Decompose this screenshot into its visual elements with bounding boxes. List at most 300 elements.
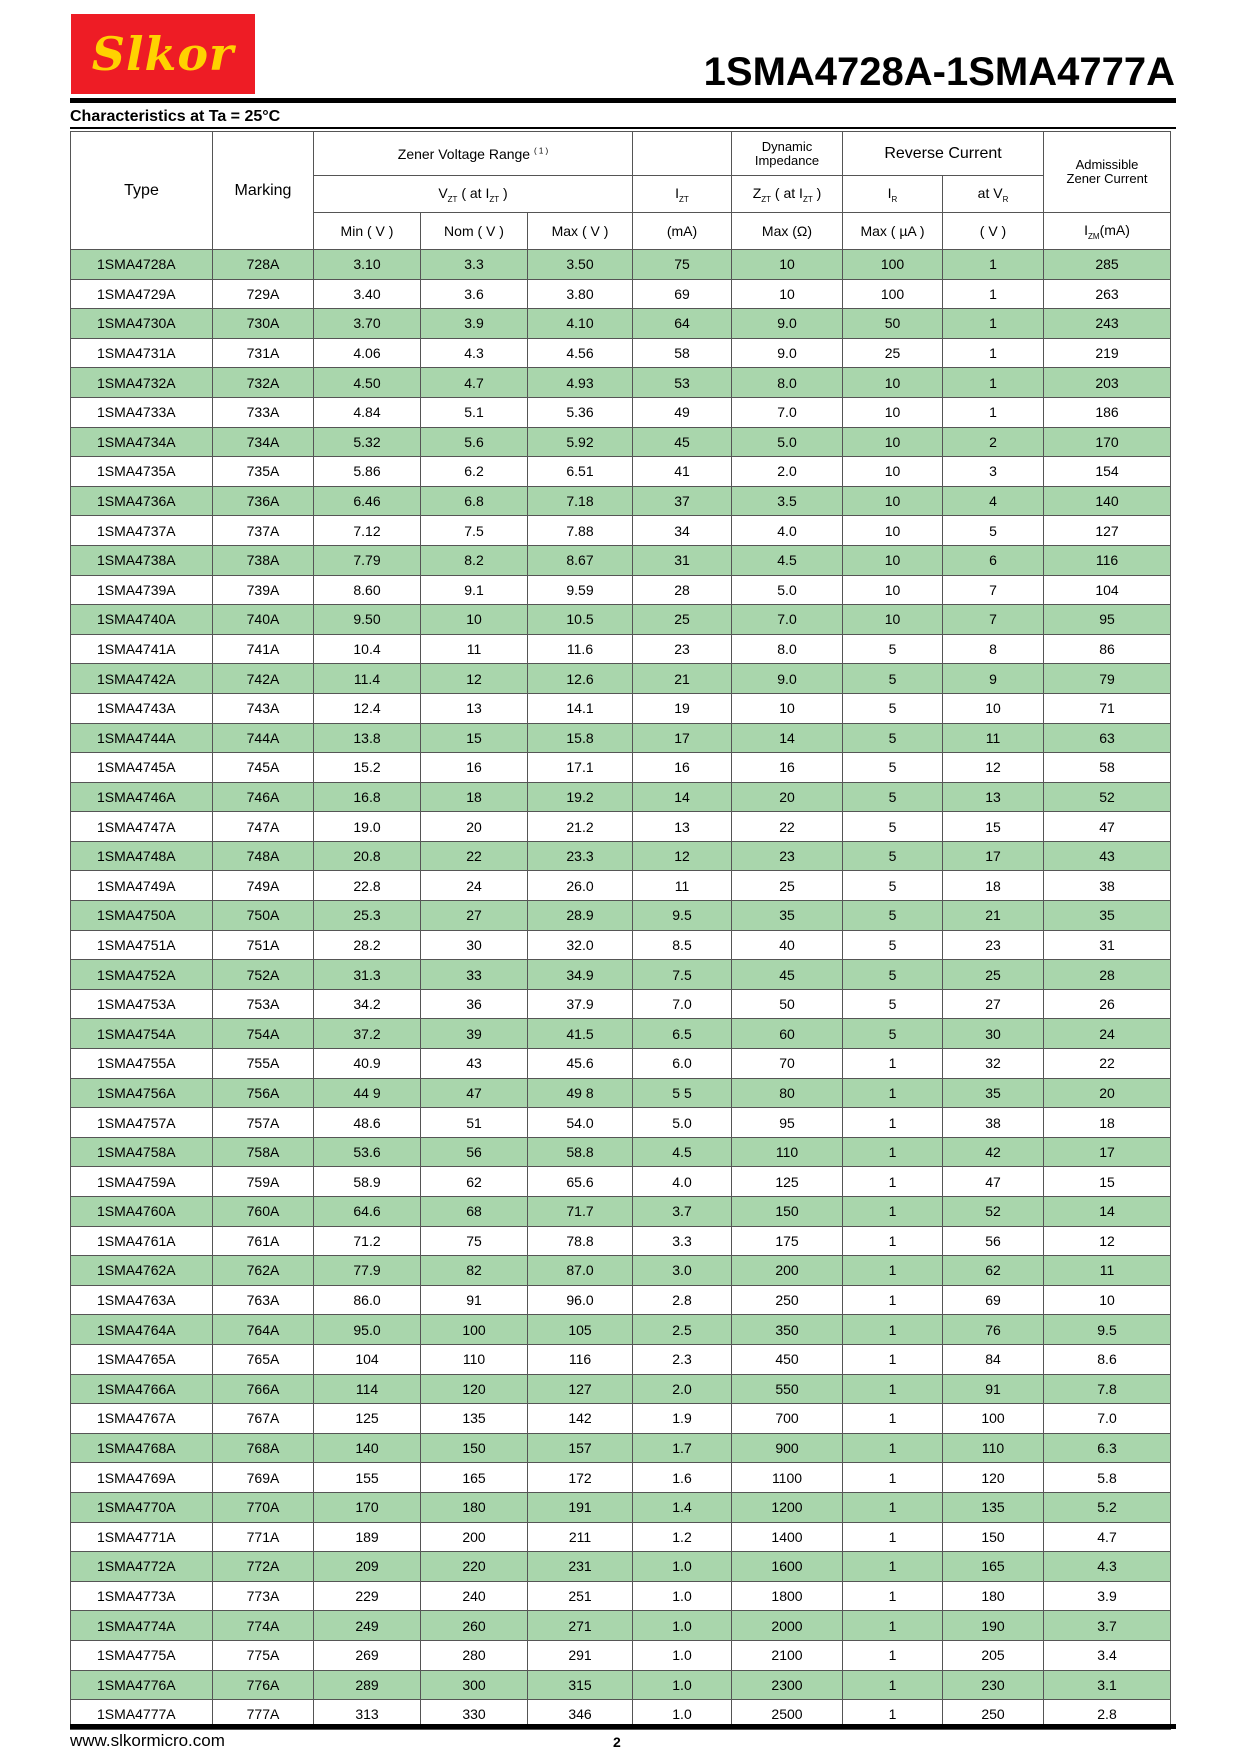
cell-izt: 1.2 — [633, 1522, 732, 1552]
cell-izt: 6.5 — [633, 1019, 732, 1049]
cell-zzt: 7.0 — [732, 397, 843, 427]
cell-vz-nom: 200 — [421, 1522, 528, 1552]
cell-izm: 140 — [1044, 486, 1171, 516]
cell-zzt: 350 — [732, 1315, 843, 1345]
cell-vr: 1 — [943, 338, 1044, 368]
cell-vr: 250 — [943, 1700, 1044, 1730]
cell-vz-max: 5.36 — [528, 397, 633, 427]
cell-vz-max: 21.2 — [528, 812, 633, 842]
table-row — [71, 782, 1171, 812]
cell-vz-max: 142 — [528, 1404, 633, 1434]
cell-zzt: 2.0 — [732, 457, 843, 487]
cell-vz-min: 86.0 — [314, 1285, 421, 1315]
cell-vz-max: 15.8 — [528, 723, 633, 753]
cell-marking: 730A — [213, 309, 314, 339]
cell-vz-nom: 220 — [421, 1552, 528, 1582]
cell-vr: 165 — [943, 1552, 1044, 1582]
cell-vz-max: 32.0 — [528, 930, 633, 960]
cell-izm: 203 — [1044, 368, 1171, 398]
table-row — [71, 812, 1171, 842]
cell-vz-min: 114 — [314, 1374, 421, 1404]
header-thin-rule — [70, 127, 1176, 129]
cell-zzt: 8.0 — [732, 634, 843, 664]
cell-vz-nom: 180 — [421, 1492, 528, 1522]
cell-izt: 7.0 — [633, 989, 732, 1019]
cell-vz-nom: 5.1 — [421, 397, 528, 427]
header-zener-voltage-range — [314, 132, 633, 176]
cell-vr: 2 — [943, 427, 1044, 457]
cell-vr: 32 — [943, 1049, 1044, 1079]
cell-vz-max: 34.9 — [528, 960, 633, 990]
table-row — [71, 871, 1171, 901]
cell-izm: 14 — [1044, 1197, 1171, 1227]
cell-vz-max: 3.80 — [528, 279, 633, 309]
cell-vz-min: 53.6 — [314, 1137, 421, 1167]
cell-vz-min: 20.8 — [314, 841, 421, 871]
cell-vz-nom: 4.7 — [421, 368, 528, 398]
cell-type: 1SMA4736A — [71, 486, 213, 516]
cell-vz-max: 4.10 — [528, 309, 633, 339]
cell-vr: 3 — [943, 457, 1044, 487]
cell-izm: 186 — [1044, 397, 1171, 427]
cell-izt: 19 — [633, 693, 732, 723]
cell-type: 1SMA4747A — [71, 812, 213, 842]
header-at-vr — [943, 176, 1044, 213]
cell-vz-min: 58.9 — [314, 1167, 421, 1197]
cell-vz-min: 15.2 — [314, 753, 421, 783]
cell-ir: 5 — [843, 693, 943, 723]
cell-vz-max: 78.8 — [528, 1226, 633, 1256]
cell-marking: 764A — [213, 1315, 314, 1345]
cell-izt: 25 — [633, 605, 732, 635]
cell-marking: 763A — [213, 1285, 314, 1315]
cell-ir: 10 — [843, 457, 943, 487]
cell-type: 1SMA4733A — [71, 397, 213, 427]
cell-zzt: 8.0 — [732, 368, 843, 398]
cell-zzt: 50 — [732, 989, 843, 1019]
cell-vz-max: 157 — [528, 1433, 633, 1463]
cell-marking: 754A — [213, 1019, 314, 1049]
cell-ir: 1 — [843, 1226, 943, 1256]
cell-vz-max: 4.56 — [528, 338, 633, 368]
cell-marking: 739A — [213, 575, 314, 605]
cell-ir: 10 — [843, 516, 943, 546]
cell-vz-min: 48.6 — [314, 1108, 421, 1138]
cell-vz-nom: 56 — [421, 1137, 528, 1167]
cell-vz-max: 105 — [528, 1315, 633, 1345]
cell-vr: 8 — [943, 634, 1044, 664]
table-row — [71, 397, 1171, 427]
table-row — [71, 1078, 1171, 1108]
cell-izm: 154 — [1044, 457, 1171, 487]
cell-ir: 10 — [843, 427, 943, 457]
cell-vz-min: 7.79 — [314, 545, 421, 575]
cell-marking: 741A — [213, 634, 314, 664]
cell-marking: 774A — [213, 1611, 314, 1641]
cell-vz-max: 346 — [528, 1700, 633, 1730]
vzt-end: ) — [499, 184, 508, 201]
cell-vz-min: 71.2 — [314, 1226, 421, 1256]
cell-ir: 5 — [843, 1019, 943, 1049]
cell-type: 1SMA4735A — [71, 457, 213, 487]
cell-vr: 1 — [943, 397, 1044, 427]
cell-type: 1SMA4761A — [71, 1226, 213, 1256]
cell-vr: 21 — [943, 901, 1044, 931]
cell-marking: 757A — [213, 1108, 314, 1138]
cell-vz-nom: 18 — [421, 782, 528, 812]
section-subtitle: Characteristics at Ta = 25°C — [70, 108, 281, 125]
cell-vz-nom: 36 — [421, 989, 528, 1019]
cell-izm: 170 — [1044, 427, 1171, 457]
cell-zzt: 900 — [732, 1433, 843, 1463]
table-row — [71, 427, 1171, 457]
cell-izt: 1.6 — [633, 1463, 732, 1493]
cell-zzt: 16 — [732, 753, 843, 783]
cell-vz-max: 41.5 — [528, 1019, 633, 1049]
cell-izt: 2.8 — [633, 1285, 732, 1315]
cell-marking: 769A — [213, 1463, 314, 1493]
cell-marking: 771A — [213, 1522, 314, 1552]
cell-vz-min: 31.3 — [314, 960, 421, 990]
cell-vr: 4 — [943, 486, 1044, 516]
cell-vz-max: 9.59 — [528, 575, 633, 605]
cell-type: 1SMA4734A — [71, 427, 213, 457]
cell-type: 1SMA4776A — [71, 1670, 213, 1700]
cell-ir: 5 — [843, 753, 943, 783]
cell-izt: 9.5 — [633, 901, 732, 931]
cell-vz-max: 5.92 — [528, 427, 633, 457]
table-row — [71, 1315, 1171, 1345]
cell-type: 1SMA4777A — [71, 1700, 213, 1730]
cell-marking: 744A — [213, 723, 314, 753]
cell-vr: 1 — [943, 309, 1044, 339]
cell-vz-max: 3.50 — [528, 250, 633, 280]
cell-izm: 28 — [1044, 960, 1171, 990]
table-row — [71, 693, 1171, 723]
cell-marking: 746A — [213, 782, 314, 812]
table-row — [71, 1492, 1171, 1522]
cell-vz-nom: 4.3 — [421, 338, 528, 368]
cell-izm: 4.3 — [1044, 1552, 1171, 1582]
cell-vz-min: 229 — [314, 1581, 421, 1611]
cell-izm: 47 — [1044, 812, 1171, 842]
cell-ir: 50 — [843, 309, 943, 339]
cell-vr: 110 — [943, 1433, 1044, 1463]
cell-izm: 5.2 — [1044, 1492, 1171, 1522]
cell-ir: 5 — [843, 812, 943, 842]
cell-ir: 1 — [843, 1285, 943, 1315]
cell-vz-max: 8.67 — [528, 545, 633, 575]
cell-type: 1SMA4740A — [71, 605, 213, 635]
cell-marking: 766A — [213, 1374, 314, 1404]
cell-zzt: 20 — [732, 782, 843, 812]
cell-vz-min: 19.0 — [314, 812, 421, 842]
cell-izm: 38 — [1044, 871, 1171, 901]
cell-izt: 21 — [633, 664, 732, 694]
cell-vz-nom: 22 — [421, 841, 528, 871]
cell-zzt: 2000 — [732, 1611, 843, 1641]
header-ir — [843, 176, 943, 213]
cell-izt: 7.5 — [633, 960, 732, 990]
cell-izt: 45 — [633, 427, 732, 457]
cell-type: 1SMA4751A — [71, 930, 213, 960]
page-number: 2 — [613, 1734, 621, 1750]
table-row — [71, 901, 1171, 931]
vzt-mid: ( at I — [457, 184, 490, 201]
table-row — [71, 457, 1171, 487]
cell-vz-max: 127 — [528, 1374, 633, 1404]
cell-vr: 23 — [943, 930, 1044, 960]
cell-izm: 7.8 — [1044, 1374, 1171, 1404]
cell-marking: 755A — [213, 1049, 314, 1079]
table-row — [71, 960, 1171, 990]
cell-type: 1SMA4767A — [71, 1404, 213, 1434]
header-zzt-unit: Max (Ω) — [732, 213, 843, 250]
cell-type: 1SMA4770A — [71, 1492, 213, 1522]
cell-izm: 17 — [1044, 1137, 1171, 1167]
cell-izt: 11 — [633, 871, 732, 901]
cell-vr: 47 — [943, 1167, 1044, 1197]
cell-vz-min: 3.40 — [314, 279, 421, 309]
cell-ir: 10 — [843, 486, 943, 516]
ir-sub: R — [891, 194, 898, 204]
cell-izt: 1.0 — [633, 1670, 732, 1700]
zener-range-label: Zener Voltage Range — [397, 145, 531, 162]
cell-vz-max: 251 — [528, 1581, 633, 1611]
cell-vz-max: 19.2 — [528, 782, 633, 812]
cell-zzt: 80 — [732, 1078, 843, 1108]
dyn-line1: Dynamic — [761, 138, 813, 154]
cell-vz-nom: 110 — [421, 1344, 528, 1374]
cell-ir: 25 — [843, 338, 943, 368]
cell-ir: 5 — [843, 782, 943, 812]
cell-zzt: 175 — [732, 1226, 843, 1256]
cell-ir: 10 — [843, 575, 943, 605]
cell-ir: 1 — [843, 1374, 943, 1404]
cell-vz-nom: 165 — [421, 1463, 528, 1493]
cell-vr: 100 — [943, 1404, 1044, 1434]
cell-type: 1SMA4768A — [71, 1433, 213, 1463]
cell-izm: 79 — [1044, 664, 1171, 694]
cell-ir: 1 — [843, 1137, 943, 1167]
cell-izt: 1.4 — [633, 1492, 732, 1522]
cell-ir: 1 — [843, 1640, 943, 1670]
zzt-main: Z — [752, 184, 762, 201]
cell-zzt: 1400 — [732, 1522, 843, 1552]
cell-vz-max: 191 — [528, 1492, 633, 1522]
table-row — [71, 605, 1171, 635]
cell-vz-min: 37.2 — [314, 1019, 421, 1049]
cell-marking: 772A — [213, 1552, 314, 1582]
cell-izm: 104 — [1044, 575, 1171, 605]
cell-vz-max: 11.6 — [528, 634, 633, 664]
header-marking: Marking — [213, 132, 314, 250]
cell-izm: 26 — [1044, 989, 1171, 1019]
cell-ir: 1 — [843, 1552, 943, 1582]
cell-type: 1SMA4738A — [71, 545, 213, 575]
table-row — [71, 1433, 1171, 1463]
adm-line1: Admissible — [1075, 157, 1139, 172]
cell-zzt: 14 — [732, 723, 843, 753]
cell-izm: 6.3 — [1044, 1433, 1171, 1463]
cell-type: 1SMA4773A — [71, 1581, 213, 1611]
cell-vr: 120 — [943, 1463, 1044, 1493]
zzt-sub: ZT — [761, 194, 772, 204]
cell-vz-max: 231 — [528, 1552, 633, 1582]
cell-izt: 1.0 — [633, 1581, 732, 1611]
cell-zzt: 3.5 — [732, 486, 843, 516]
cell-vr: 69 — [943, 1285, 1044, 1315]
cell-zzt: 2100 — [732, 1640, 843, 1670]
cell-izm: 4.7 — [1044, 1522, 1171, 1552]
dyn-line2: Impedance — [754, 152, 820, 168]
cell-vr: 10 — [943, 693, 1044, 723]
cell-vr: 205 — [943, 1640, 1044, 1670]
cell-vz-min: 22.8 — [314, 871, 421, 901]
header-izm — [1044, 213, 1171, 250]
cell-ir: 1 — [843, 1049, 943, 1079]
cell-vz-min: 104 — [314, 1344, 421, 1374]
cell-vr: 42 — [943, 1137, 1044, 1167]
cell-vz-min: 34.2 — [314, 989, 421, 1019]
cell-vr: 12 — [943, 753, 1044, 783]
cell-izm: 52 — [1044, 782, 1171, 812]
cell-vr: 1 — [943, 368, 1044, 398]
header-vzt — [314, 176, 633, 213]
cell-izm: 71 — [1044, 693, 1171, 723]
cell-vz-nom: 6.8 — [421, 486, 528, 516]
cell-vz-nom: 27 — [421, 901, 528, 931]
cell-type: 1SMA4759A — [71, 1167, 213, 1197]
cell-vz-nom: 68 — [421, 1197, 528, 1227]
cell-type: 1SMA4730A — [71, 309, 213, 339]
table-row — [71, 1049, 1171, 1079]
footer-website: www.slkormicro.com — [70, 1731, 225, 1750]
cell-zzt: 95 — [732, 1108, 843, 1138]
cell-vz-min: 249 — [314, 1611, 421, 1641]
cell-vr: 190 — [943, 1611, 1044, 1641]
cell-ir: 5 — [843, 960, 943, 990]
cell-type: 1SMA4752A — [71, 960, 213, 990]
cell-izm: 31 — [1044, 930, 1171, 960]
cell-marking: 748A — [213, 841, 314, 871]
cell-ir: 1 — [843, 1404, 943, 1434]
cell-vz-max: 10.5 — [528, 605, 633, 635]
cell-vz-max: 116 — [528, 1344, 633, 1374]
header-vr-unit: ( V ) — [943, 213, 1044, 250]
cell-vr: 15 — [943, 812, 1044, 842]
cell-vz-min: 9.50 — [314, 605, 421, 635]
cell-izt: 28 — [633, 575, 732, 605]
cell-izt: 53 — [633, 368, 732, 398]
cell-vz-min: 4.84 — [314, 397, 421, 427]
cell-ir: 5 — [843, 989, 943, 1019]
table-row — [71, 634, 1171, 664]
cell-vz-nom: 3.3 — [421, 250, 528, 280]
cell-zzt: 700 — [732, 1404, 843, 1434]
cell-type: 1SMA4771A — [71, 1522, 213, 1552]
cell-vr: 1 — [943, 279, 1044, 309]
table-row — [71, 841, 1171, 871]
atvr-sub: R — [1002, 194, 1009, 204]
cell-ir: 10 — [843, 605, 943, 635]
cell-ir: 1 — [843, 1700, 943, 1730]
cell-zzt: 4.5 — [732, 545, 843, 575]
cell-izm: 15 — [1044, 1167, 1171, 1197]
cell-zzt: 40 — [732, 930, 843, 960]
table-row — [71, 1197, 1171, 1227]
cell-vz-min: 13.8 — [314, 723, 421, 753]
cell-marking: 773A — [213, 1581, 314, 1611]
cell-izt: 1.0 — [633, 1611, 732, 1641]
cell-izm: 3.4 — [1044, 1640, 1171, 1670]
cell-ir: 100 — [843, 279, 943, 309]
cell-vz-min: 4.50 — [314, 368, 421, 398]
cell-ir: 5 — [843, 871, 943, 901]
table-row — [71, 575, 1171, 605]
cell-vz-max: 96.0 — [528, 1285, 633, 1315]
cell-vz-min: 189 — [314, 1522, 421, 1552]
cell-zzt: 9.0 — [732, 338, 843, 368]
cell-zzt: 23 — [732, 841, 843, 871]
cell-izt: 4.5 — [633, 1137, 732, 1167]
table-row — [71, 664, 1171, 694]
cell-izm: 2.8 — [1044, 1700, 1171, 1730]
cell-izt: 49 — [633, 397, 732, 427]
cell-vz-nom: 280 — [421, 1640, 528, 1670]
cell-izm: 35 — [1044, 901, 1171, 931]
cell-izt: 69 — [633, 279, 732, 309]
izm-sub: ZM — [1088, 231, 1100, 241]
cell-vz-min: 3.10 — [314, 250, 421, 280]
cell-type: 1SMA4762A — [71, 1256, 213, 1286]
company-logo — [71, 14, 255, 94]
cell-vz-min: 3.70 — [314, 309, 421, 339]
cell-ir: 100 — [843, 250, 943, 280]
vzt-sub: ZT — [447, 194, 458, 204]
cell-ir: 1 — [843, 1344, 943, 1374]
cell-vz-min: 6.46 — [314, 486, 421, 516]
table-row — [71, 753, 1171, 783]
cell-izm: 20 — [1044, 1078, 1171, 1108]
cell-vr: 52 — [943, 1197, 1044, 1227]
cell-ir: 1 — [843, 1522, 943, 1552]
cell-vz-min: 313 — [314, 1700, 421, 1730]
cell-zzt: 1200 — [732, 1492, 843, 1522]
header-zzt — [732, 176, 843, 213]
cell-vz-nom: 47 — [421, 1078, 528, 1108]
table-row — [71, 1552, 1171, 1582]
table-row — [71, 1374, 1171, 1404]
cell-vr: 7 — [943, 575, 1044, 605]
cell-vz-nom: 3.6 — [421, 279, 528, 309]
cell-vz-nom: 135 — [421, 1404, 528, 1434]
cell-izt: 5 5 — [633, 1078, 732, 1108]
cell-vz-min: 11.4 — [314, 664, 421, 694]
cell-zzt: 5.0 — [732, 575, 843, 605]
cell-vz-max: 45.6 — [528, 1049, 633, 1079]
table-row — [71, 516, 1171, 546]
header-max: Max ( V ) — [528, 213, 633, 250]
izm-unit: (mA) — [1099, 221, 1130, 238]
cell-type: 1SMA4750A — [71, 901, 213, 931]
cell-marking: 752A — [213, 960, 314, 990]
cell-vr: 13 — [943, 782, 1044, 812]
cell-zzt: 70 — [732, 1049, 843, 1079]
header-nom: Nom ( V ) — [421, 213, 528, 250]
cell-type: 1SMA4728A — [71, 250, 213, 280]
cell-vz-max: 65.6 — [528, 1167, 633, 1197]
